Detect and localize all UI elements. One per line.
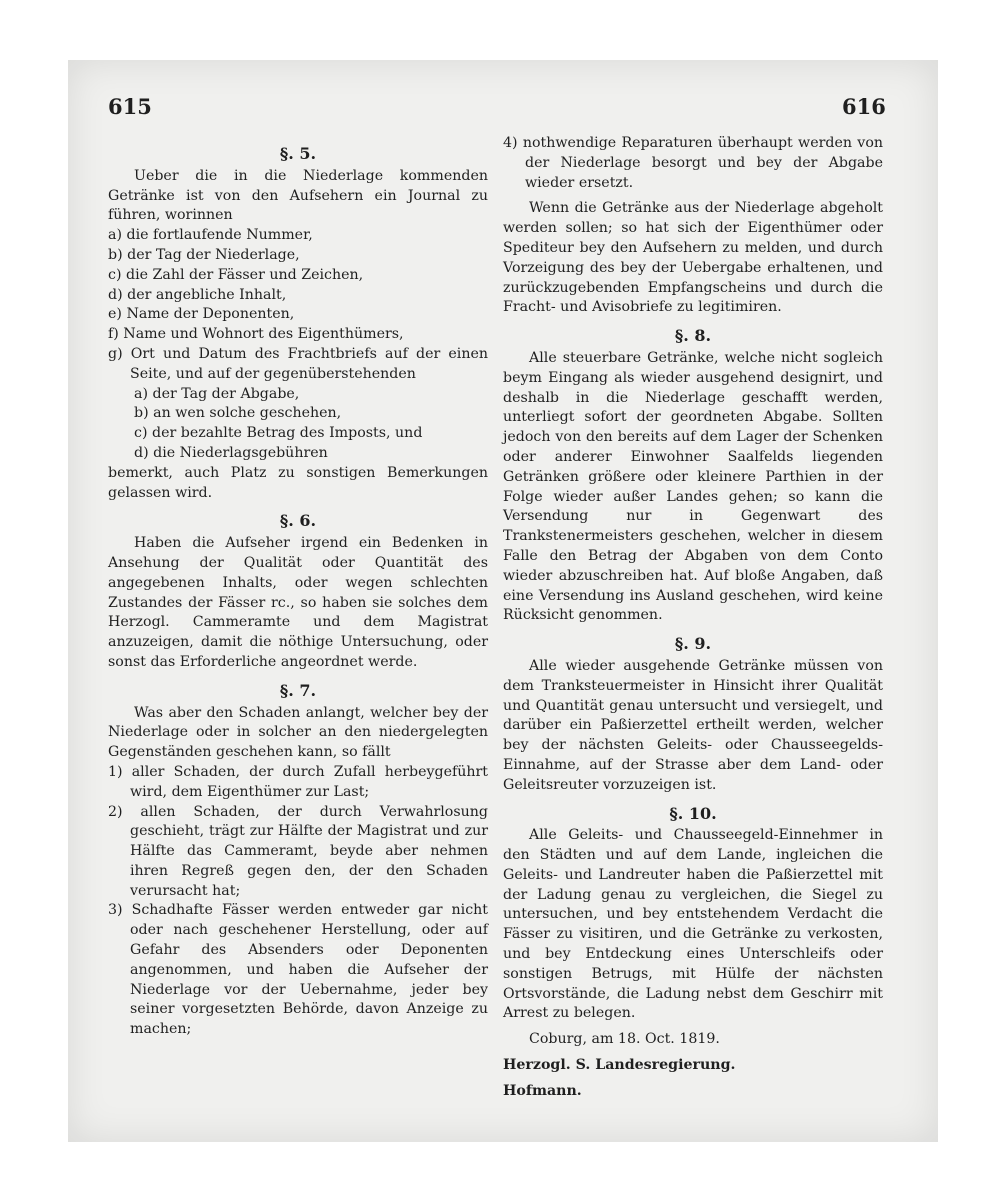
damage-item: 2) allen Schaden, der durch Verwahrlosung geschieht, trägt zur Hälfte der Magistrat und zur Hälfte das Cammeramt, beyde aber nehmen ihren Regreß gegen den, der den Schaden verursacht hat;	[108, 803, 488, 899]
section-8-heading: §. 8.	[674, 326, 712, 346]
damage-item: 1) aller Schaden, der durch Zufall herbeygeführt wird, dem Eigenthümer zur Last;	[108, 763, 488, 800]
section-6-heading: §. 6.	[279, 511, 317, 531]
journal-subitem: c) der bezahlte Betrag des Imposts, und	[134, 425, 423, 442]
right-column	[503, 134, 883, 1102]
pickup-paragraph: Wenn die Getränke aus der Niederlage abgeholt werden sollen; so hat sich der Eigenthümer oder Spediteur bey den Aufsehern zu melden, und durch Vorzeigung des bey der Uebergabe erhaltenen, und zurückzugebenden Empfangscheins und durch die Fracht- und Avisobriefe zu legitimiren.	[503, 200, 883, 316]
journal-item: b) der Tag der Niederlage,	[108, 246, 300, 263]
journal-item: g) Ort und Datum des Frachtbriefs auf der einen Seite, und auf der gegenüberstehenden	[108, 345, 488, 382]
signature: Hofmann.	[503, 1082, 582, 1099]
repair-item: 4) nothwendige Reparaturen überhaupt werden von der Niederlage besorgt und bey der Abgabe wieder ersetzt.	[503, 135, 883, 191]
section-10-heading: §. 10.	[669, 803, 717, 823]
issuing-authority: Herzogl. S. Landesregierung.	[503, 1057, 736, 1074]
left-page-number: 615	[108, 94, 152, 119]
journal-subitem: d) die Niederlagsgebühren	[134, 444, 328, 461]
journal-item: a) die fortlaufende Nummer,	[108, 227, 313, 244]
section-7-intro: Was aber den Schaden anlangt, welcher bey der Niederlage oder in solcher an den niedergelegten Gegenständen geschehen kann, so fällt	[108, 704, 488, 761]
section-8-text: Alle steuerbare Getränke, welche nicht sogleich beym Eingang als wieder ausgehend designirt, und deshalb in die Niederlage geschafft werden, unterliegt sofort der geordneten Abgabe. Sollten jedoch von den bereits auf dem Lager der Schenken oder anderer Einwohner Saalfelds liegenden Getränken größere oder kleinere Parthien in der Folge wieder außer Landes gehen; so kann die Versendung nur in Gegenwart des Trankstenermeisters geschehen, welcher in diesem Falle den Betrag der Abgaben von dem Conto wieder abzuschreiben hat. Auf bloße Angaben, daß eine Versendung ins Ausland geschehen, wird keine Rücksicht genommen.	[503, 349, 883, 624]
section-5-heading: §. 5.	[279, 144, 317, 163]
journal-item: f) Name und Wohnort des Eigenthümers,	[108, 326, 404, 343]
date-line: Coburg, am 18. Oct. 1819.	[529, 1031, 720, 1048]
section-9-text: Alle wieder ausgehende Getränke müssen von dem Tranksteuermeister in Hinsicht ihrer Qualität und Quantität genau untersucht und versiegelt, und darüber ein Paßierzettel ertheilt werden, welcher bey der nächsten Geleits- oder Chausseegelds-Einnahme, auf der Strasse aber dem Land- oder Geleitsreuter vorzuzeigen ist.	[503, 657, 883, 793]
section-5-intro: Ueber die in die Niederlage kommenden Getränke ist von den Aufsehern ein Journal zu führen, worinnen	[108, 167, 488, 224]
journal-item: c) die Zahl der Fässer und Zeichen,	[108, 266, 364, 283]
journal-subitem: a) der Tag der Abgabe,	[134, 385, 300, 402]
damage-item: 3) Schadhafte Fässer werden entweder gar nicht oder nach geschehener Herstellung, oder auf Gefahr des Absenders oder Deponenten angenommen, und haben die Aufseher der Niederlage vor der Uebernahme, jeder bey seiner vorgesetzten Behörde, davon Anzeige zu machen;	[108, 902, 488, 1038]
left-column	[108, 142, 488, 1040]
section-10-text: Alle Geleits- und Chausseegeld-Einnehmer in den Städten und auf dem Lande, ingleichen die Geleits- und Landreuter haben die Paßierzettel mit der Ladung genau zu vergleichen, die Siegel zu untersuchen, und bey entstehendem Verdacht die Fässer zu visitiren, und die Getränke zu verkosten, und bey Entdeckung eines Unterschleifs oder sonstigen Betrugs, mit Hülfe der nächsten Ortsvorstände, die Ladung nebst dem Geschirr mit Arrest zu belegen.	[503, 827, 883, 1022]
right-page-number: 616	[842, 94, 886, 119]
journal-item: e) Name der Deponenten,	[108, 306, 295, 323]
journal-item: d) der angebliche Inhalt,	[108, 286, 287, 303]
section-5-closing: bemerkt, auch Platz zu sonstigen Bemerkungen gelassen wird.	[108, 464, 488, 501]
section-9-heading: §. 9.	[674, 634, 712, 654]
journal-subitem: b) an wen solche geschehen,	[134, 405, 342, 422]
section-7-heading: §. 7.	[279, 680, 317, 700]
section-6-text: Haben die Aufseher irgend ein Bedenken in Ansehung der Qualität oder Quantität des angegebenen Inhalts, oder wegen schlechten Zustandes der Fässer rc., so haben sie solches dem Herzogl. Cammeramte und dem Magistrat anzuzeigen, damit die nöthige Untersuchung, oder sonst das Erforderliche angeordnet werde.	[108, 535, 488, 670]
